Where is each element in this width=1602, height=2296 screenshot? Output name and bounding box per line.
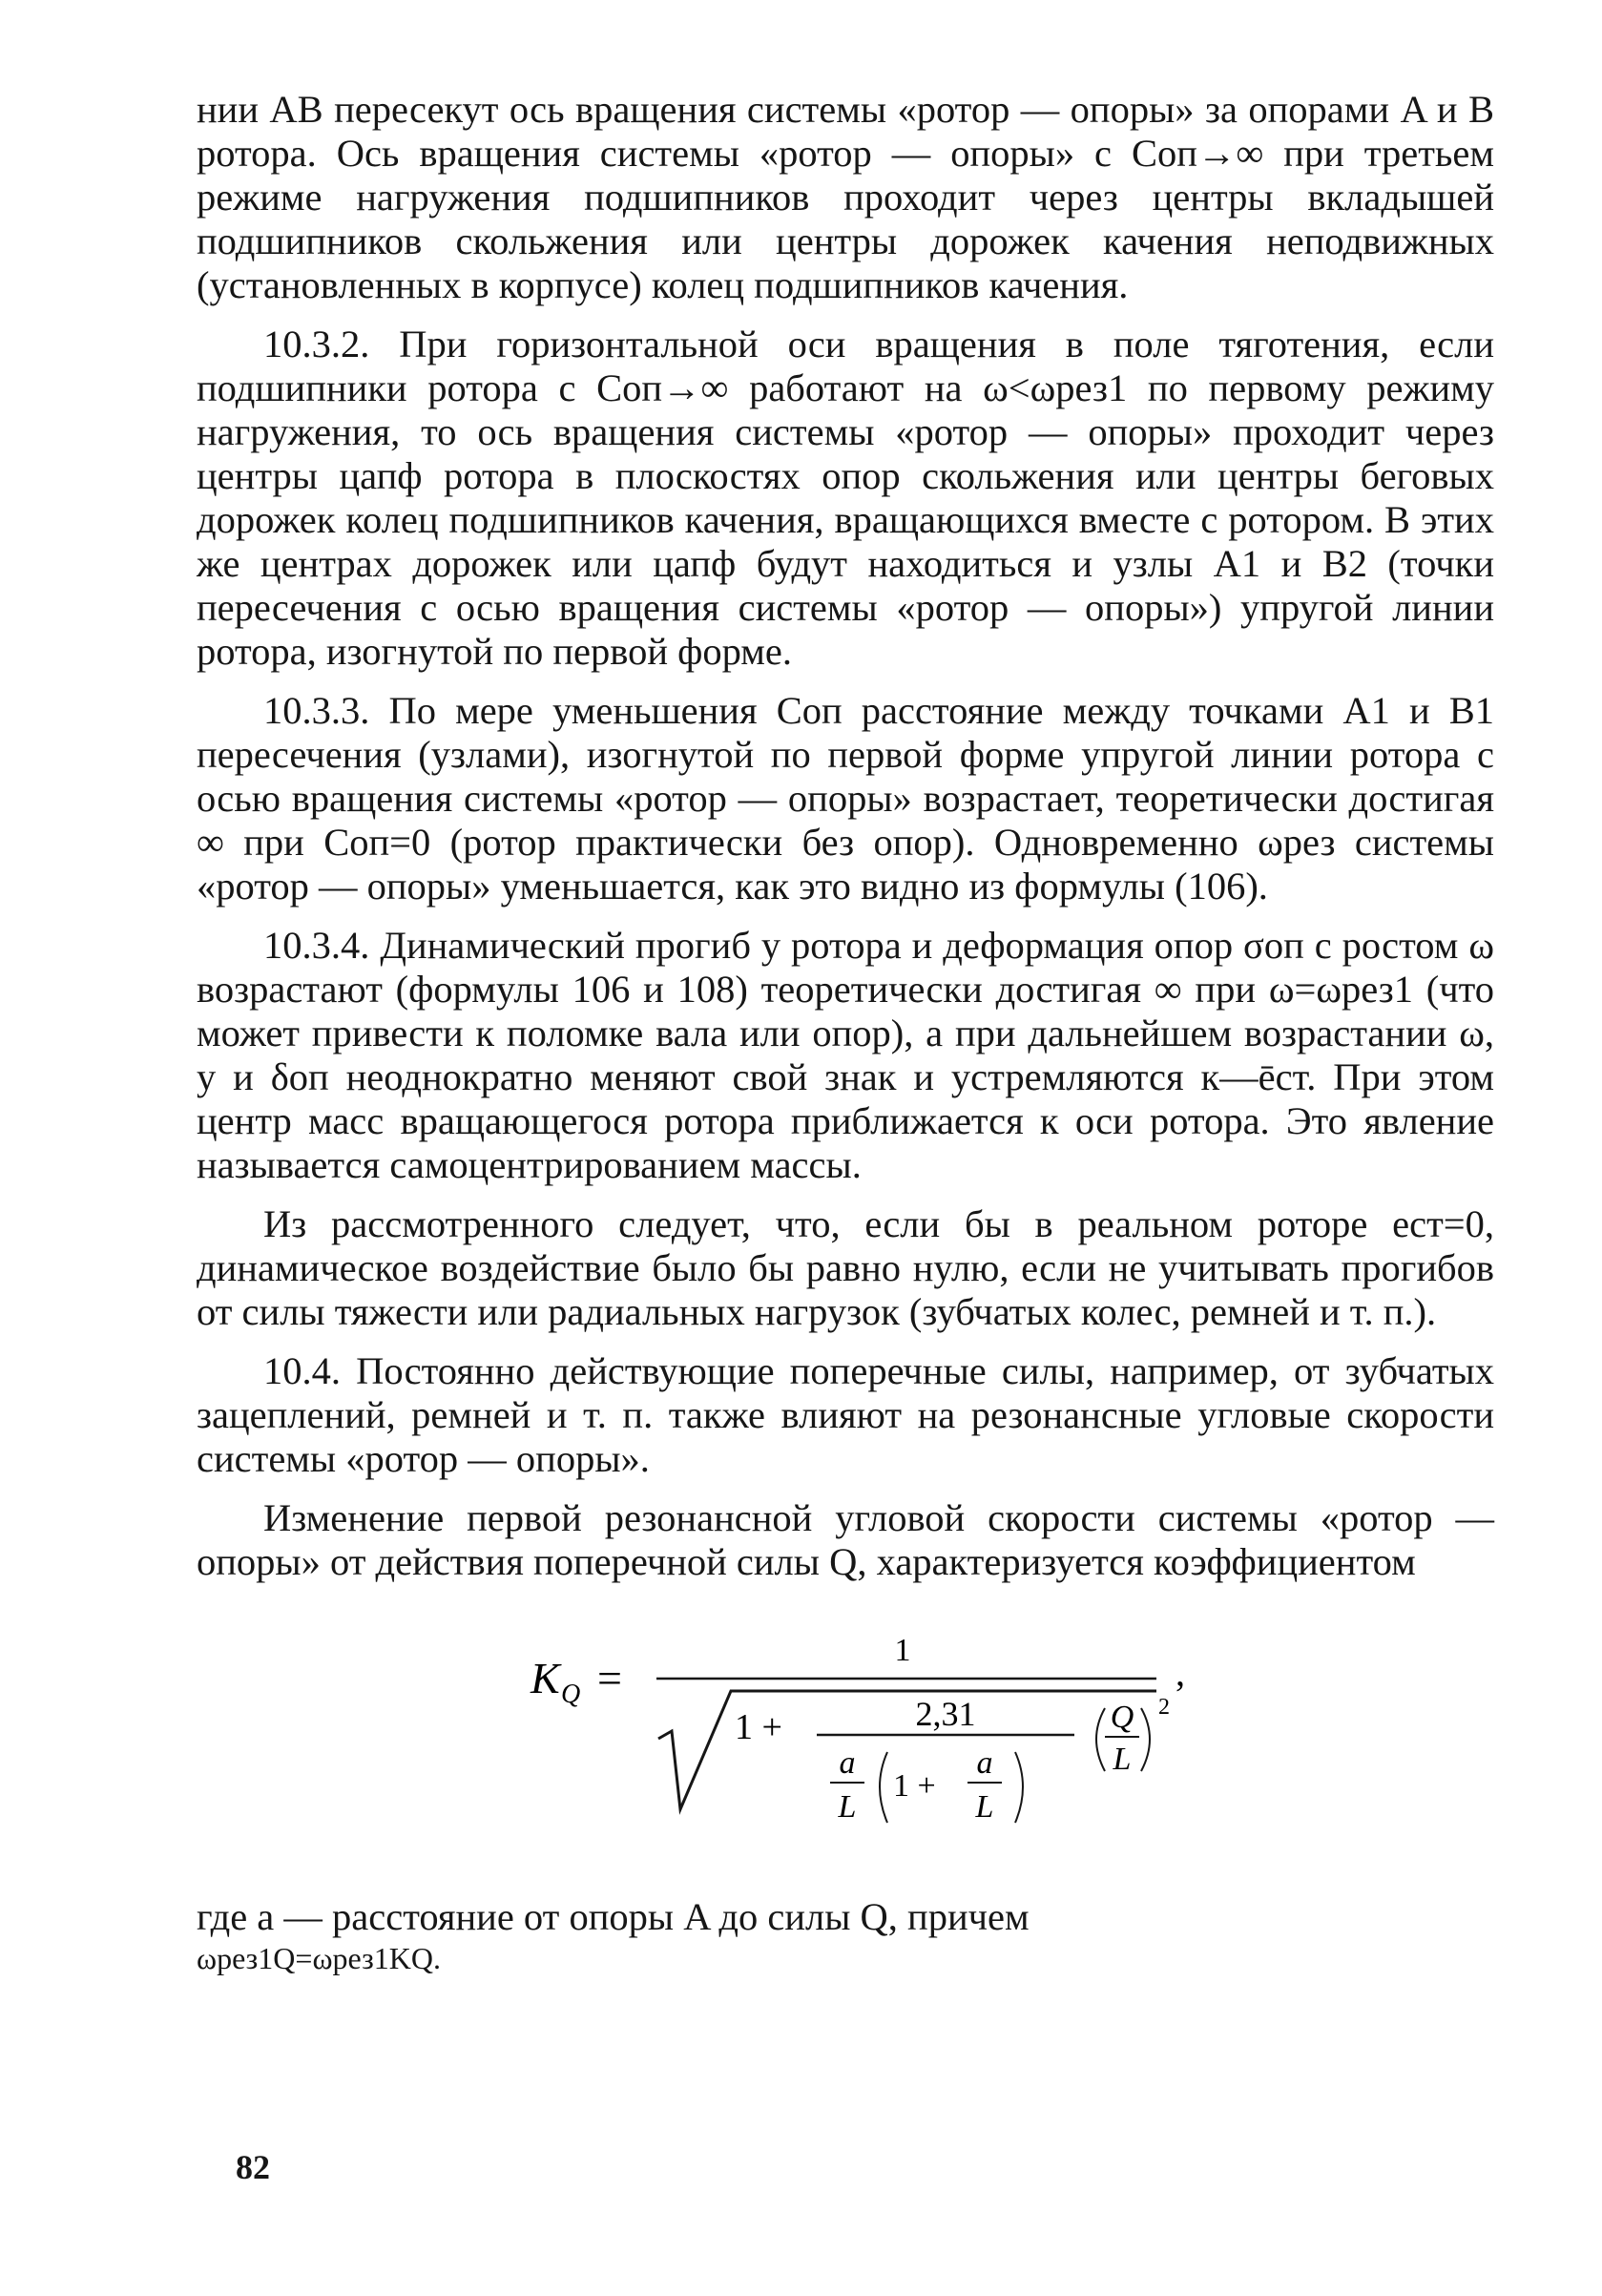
right-paren-inner — [1015, 1752, 1023, 1823]
paragraph-conclusion: Из рассмотренного следует, что, если бы в реальном роторе eст=0, динамическое воздействие было бы равно нулю, если не учитывать прогибов от силы тяжести или радиальных нагрузок (зубчатых колес, ремней и т. п.). — [197, 1202, 1494, 1333]
text-body — [197, 88, 1494, 1584]
formula-kq — [197, 1626, 1494, 1846]
formula-svg — [197, 1626, 1494, 1855]
left-paren-inner — [880, 1752, 887, 1823]
formula-l-3: L — [1113, 1742, 1132, 1777]
formula-lhs-subscript: Q — [561, 1680, 581, 1709]
formula-l-2: L — [975, 1789, 994, 1825]
formula-a-1: a — [839, 1745, 856, 1781]
paragraph-10-3-4: 10.3.4. Динамический прогиб y ротора и деформация опор σоп с ростом ω возрастают (формулы 106 и 108) теоретически достигая ∞ при ω=ωрез1 (что может привести к поломке вала или опор), а при дальнейшем возрастании ω, y и δоп неоднократно меняют свой знак и устремляются к—ēст. При этом центр масс вращающегося ротора приближается к оси ротора. Это явление называется самоцентрированием массы. — [197, 924, 1494, 1186]
tail-line-2: ωрез1Q=ωрез1KQ. — [197, 1941, 441, 1975]
formula-l-1: L — [838, 1789, 857, 1825]
page-content — [197, 88, 1494, 1977]
formula-a-2: a — [976, 1745, 993, 1781]
formula-trailing-comma: , — [1175, 1651, 1185, 1694]
formula-q: Q — [1110, 1700, 1134, 1735]
paragraph-coefficient-intro: Изменение первой резонансной угловой скорости системы «ротор — опоры» от действия поперечной силы Q, характеризуется коэффициентом — [197, 1496, 1494, 1583]
formula-exponent: 2 — [1158, 1695, 1170, 1720]
tail-line-1: где a — расстояние от опоры A до силы Q, причем — [197, 1895, 1030, 1938]
formula-one-plus: 1 + — [735, 1707, 782, 1747]
paragraph-10-3-3: 10.3.3. По мере уменьшения Cоп расстояние между точками A1 и B1 пересечения (узлами), изогнутой по первой форме упругой линии ротора с осью вращения системы «ротор — опоры» возрастает, теоретически достигая ∞ при Cоп=0 (ротор практически без опор). Одновременно ωрез системы «ротор — опоры» уменьшается, как это видно из формулы (106). — [197, 689, 1494, 908]
paragraph-10-3-2: 10.3.2. При горизонтальной оси вращения в поле тяготения, если подшипники ротора с Cоп→∞ работают на ω<ωрез1 по первому режиму нагружения, то ось вращения системы «ротор — опоры» проходит через центры цапф ротора в плоскостях опор скольжения или центры беговых дорожек колец подшипников качения, вращающихся вместе с ротором. В этих же центрах дорожек или цапф будут находиться и узлы A1 и B2 (точки пересечения с осью вращения системы «ротор — опоры») упругой линии ротора, изогнутой по первой форме. — [197, 323, 1494, 673]
left-paren-ql — [1096, 1708, 1105, 1771]
paragraph-10-4: 10.4. Постоянно действующие поперечные силы, например, от зубчатых зацеплений, ремней и т. п. также влияют на резонансные угловые скорости системы «ротор — опоры». — [197, 1349, 1494, 1480]
formula-coefficient: 2,31 — [915, 1695, 976, 1733]
formula-lhs: K — [531, 1654, 560, 1702]
formula-one-plus-inner: 1 + — [893, 1768, 936, 1804]
right-paren-ql — [1141, 1708, 1150, 1771]
formula-numerator: 1 — [894, 1633, 911, 1668]
paragraph-continuation: нии AB пересекут ось вращения системы «ротор — опоры» за опорами A и B ротора. Ось вращения системы «ротор — опоры» с Cоп→∞ при третьем режиме нагружения подшипников проходит через центры вкладышей подшипников скольжения или центры дорожек качения неподвижных (установленных в корпусе) колец подшипников качения. — [197, 88, 1494, 306]
page-number: 82 — [236, 2148, 270, 2186]
formula-equals: = — [597, 1654, 622, 1702]
